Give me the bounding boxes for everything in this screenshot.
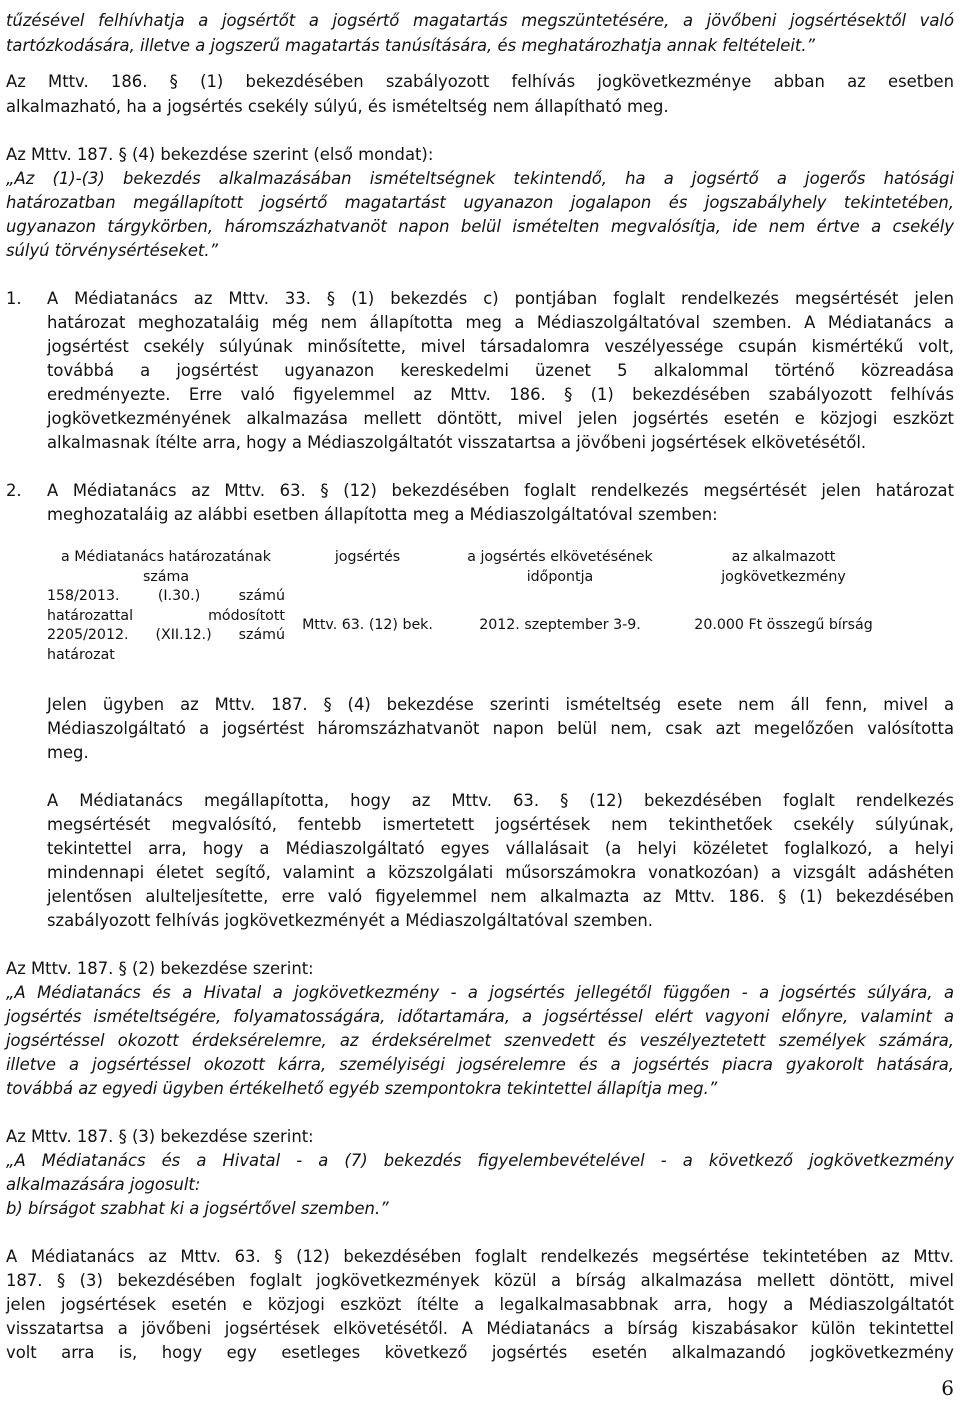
- para7-quote-line: alkalmazására jogosult:: [6, 1175, 201, 1194]
- decision-text: határozattal módosított: [47, 607, 285, 624]
- para5-line: tekintettel arra, hogy a Médiaszolgáltató egyes vállalásait (a helyi közéletet foglalkozó, a helyi: [47, 839, 954, 858]
- para1-line: tűzésével felhívhatja a jogsértőt a jogsértő magatartás megszüntetésére, a jövőbeni jogsértésektől való: [6, 11, 954, 30]
- para6-quote-line: jogsértés ismételtségére, folyamatosságára, időtartamára, a jogsértéssel elért vagyoni előnyre, valamint a: [6, 1007, 954, 1026]
- para5-line: A Médiatanács megállapította, hogy az Mttv. 63. § (12) bekezdésében foglalt rendelkezés: [47, 791, 954, 810]
- decision-text: határozat: [47, 646, 115, 663]
- para2-line: Az Mttv. 186. § (1) bekezdésében szabályozott felhívás jogkövetkezménye abban az esetben: [6, 72, 954, 91]
- item2-line: A Médiatanács az Mttv. 63. § (12) bekezdésében foglalt rendelkezés megsértését jelen határozat: [47, 481, 954, 500]
- para8-line: 187. § (3) bekezdésében foglalt jogkövetkezmények közül a bírság alkalmazása mellett döntött, mivel: [6, 1271, 954, 1290]
- item1-line: A Médiatanács az Mttv. 33. § (1) bekezdés c) pontjában foglalt rendelkezés megsértését jelen: [47, 289, 954, 308]
- item1-number: 1.: [6, 289, 22, 308]
- decision-cell: [47, 587, 285, 665]
- para3-quote-line: határozatban megállapított jogsértő magatartást ugyanazon jogalapon és jogszabályhely tekintetében,: [6, 193, 954, 212]
- table-header-cell: [285, 548, 450, 587]
- para6-intro: Az Mttv. 187. § (2) bekezdése szerint:: [6, 959, 314, 978]
- header-text: jogkövetkezmény: [721, 568, 846, 585]
- para7-quote-line: „A Médiatanács és a Hivatal - a (7) bekezdés figyelembevételével - a következő jogkövetkezmény: [6, 1151, 954, 1170]
- page-number: 6: [941, 1376, 954, 1400]
- item1-line: alkalmasnak ítélte arra, hogy a Médiaszolgáltatót visszatartsa a jövőbeni jogsértések elkövetésétől.: [47, 433, 867, 452]
- decision-text: 2205/2012. (XII.12.) számú: [47, 627, 285, 643]
- para7-quote-line: b) bírságot szabhat ki a jogsértővel szemben.”: [6, 1199, 389, 1218]
- header-text: a Médiatanács határozatának: [61, 549, 271, 565]
- para3-quote-line: „Az (1)-(3) bekezdés alkalmazásában ismételtségnek tekintendő, ha a jogsértő a jogerős hatósági: [6, 169, 954, 188]
- item1-line: jogkövetkezményének alkalmazása mellett döntött, mivel jelen jogsértés esetén e közjogi eszközt: [47, 409, 954, 428]
- para8-line: visszatartsa a jövőbeni jogsértések elkövetésétől. A Médiatanács a bírság kiszabásakor külön tekintettel: [6, 1319, 954, 1338]
- table-header-cell: [670, 548, 897, 587]
- header-text: jogsértés: [334, 549, 401, 565]
- sanctions-table: [47, 548, 897, 665]
- table-row: [47, 587, 897, 665]
- table-header-cell: [450, 548, 670, 587]
- date-cell: 2012. szeptember 3-9.: [479, 617, 641, 634]
- para8-line: A Médiatanács az Mttv. 63. § (12) bekezdésében foglalt rendelkezés megsértése tekintetében az Mttv.: [6, 1247, 954, 1266]
- item2-line: meghozataláig az alábbi esetben állapította meg a Médiaszolgáltatóval szemben:: [47, 505, 718, 524]
- header-text: a jogsértés elkövetésének: [467, 549, 653, 565]
- header-text: időpontja: [526, 568, 594, 585]
- table-header-row: [47, 548, 897, 587]
- para2-line: alkalmazható, ha a jogsértés csekély súlyú, és ismételtség nem állapítható meg.: [6, 97, 669, 116]
- para7-intro: Az Mttv. 187. § (3) bekezdése szerint:: [6, 1127, 314, 1146]
- para3-quote-line: súlyú törvénysértéseket.”: [6, 241, 219, 260]
- para5-line: mindennapi életet segítő, valamint a közszolgálati műsorszámokra vonatkozóan) a vizsgált adáshéten: [47, 863, 954, 882]
- header-text: száma: [142, 568, 190, 585]
- item1-line: továbbá a jogsértést ugyanazon kereskedelmi üzenet 5 alkalommal történő közreadása: [47, 361, 954, 380]
- para3-intro: Az Mttv. 187. § (4) bekezdése szerint (első mondat):: [6, 145, 434, 164]
- header-text: az alkalmazott: [731, 549, 836, 565]
- violation-cell: Mttv. 63. (12) bek.: [302, 617, 433, 634]
- para6-quote-line: „A Médiatanács és a Hivatal a jogkövetkezmény - a jogsértés jellegétől függően - a jogsértés súlyára, a: [6, 983, 954, 1002]
- table-header-cell: [47, 548, 285, 587]
- para5-line: szabályozott felhívás jogkövetkezményét a Médiaszolgáltatóval szemben.: [47, 911, 653, 930]
- para6-quote-line: továbbá az egyedi ügyben értékelhető egyéb szempontokra tekintettel állapítja meg.”: [6, 1079, 718, 1098]
- para5-line: megsértését megvalósító, fentebb ismertetett jogsértések nem tekinthetőek csekély súlyúnak,: [47, 815, 954, 834]
- decision-text: 158/2013. (I.30.) számú: [47, 588, 285, 604]
- item1-line: jogsértést csekély súlyúnak minősítette, mivel társadalomra veszélyessége csupán kismértékű volt,: [47, 337, 954, 356]
- para8-line: jelen jogsértések esetén e közjogi eszközt ítélte a legalkalmasabbnak arra, hogy a Médiaszolgáltatót: [6, 1295, 954, 1314]
- para6-quote-line: illetve a jogsértéssel okozott kárra, személyiségi jogsérelemre és a jogsértés piacra gyakorolt hatására,: [6, 1055, 954, 1074]
- para6-quote-line: jogsértéssel okozott érdeksérelemre, az érdeksérelmet szenvedett és veszélyeztetett személyek számára,: [6, 1031, 954, 1050]
- para4-line: Médiaszolgáltató a jogsértést háromszázhatvanöt napon belül nem, csak azt megelőzően valósította: [47, 719, 954, 738]
- item1-line: eredményezte. Erre való figyelemmel az Mttv. 186. § (1) bekezdésében szabályozott felhívás: [47, 385, 954, 404]
- para4-line: Jelen ügyben az Mttv. 187. § (4) bekezdése szerinti ismételtség esete nem áll fenn, mivel a: [47, 695, 954, 714]
- item2-number: 2.: [6, 481, 22, 500]
- para1-line: tartózkodására, illetve a jogszerű magatartás tanúsítására, és meghatározhatja annak feltételeit.”: [6, 36, 816, 55]
- para4-line: meg.: [47, 743, 89, 762]
- sanction-cell: 20.000 Ft összegű bírság: [694, 617, 873, 634]
- para5-line: jelentősen alulteljesítette, erre való figyelemmel nem alkalmazta az Mttv. 186. § (1) bekezdésében: [47, 887, 954, 906]
- para8-line: volt arra is, hogy egy esetleges következő jogsértés esetén alkalmazandó jogkövetkezmény: [6, 1343, 954, 1362]
- item1-line: határozat meghozataláig még nem állapította meg a Médiaszolgáltatóval szemben. A Médiatanács a: [47, 313, 954, 332]
- para3-quote-line: ugyanazon tárgykörben, háromszázhatvanöt napon belül ismételten megvalósítja, ide nem értve a csekély: [6, 217, 954, 236]
